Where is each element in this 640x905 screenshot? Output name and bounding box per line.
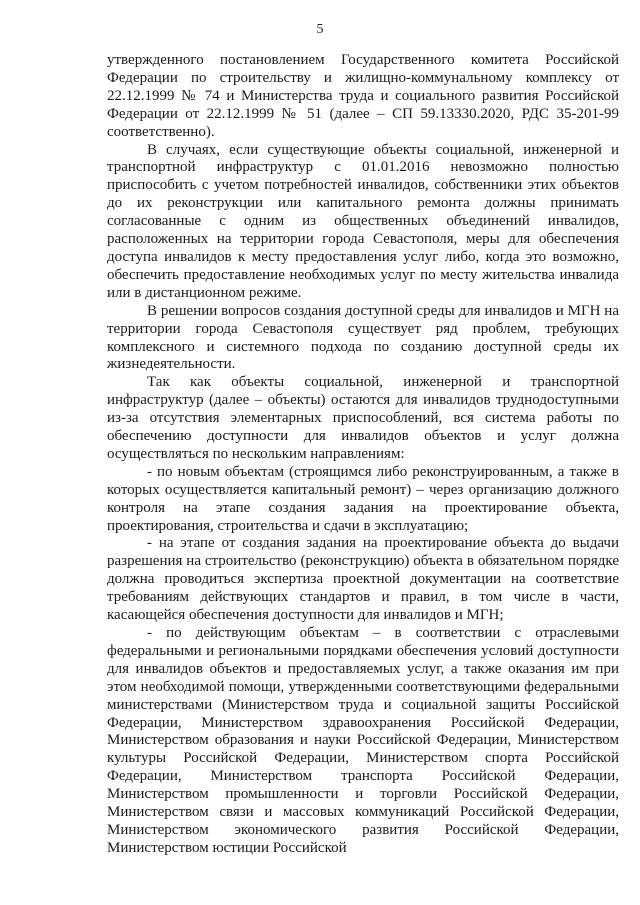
list-item: - по действующим объектам – в соответствии с отраслевыми федеральными и региональными порядками обеспечения условий доступности для инвалидов объектов и предоставляемых услуг, а также оказания им при этом необходимой помощи, утвержденными соответствующими федеральными министерствами (Министерством труда и социальной защиты Российской Федерации, Министерством здравоохранения Российской Федерации, Министерством образования и науки Российской Федерации, Министерством культуры Российской Федерации, Министерством спорта Российской Федерации, Министерством транспорта Российской Федерации, Министерством промышленности и торговли Российской Федерации, Министерством связи и массовых коммуникаций Российской Федерации, Министерством экономического развития Российской Федерации, Министерством юстиции Российской (107, 625, 619, 856)
paragraph-continuation: утвержденного постановлением Государственного комитета Российской Федерации по строительству и жилищно-коммунальному комплексу от 22.12.1999 № 74 и Министерства труда и социального развития Российской Федерации от 22.12.1999 № 51 (далее – СП 59.13330.2020, РДС 35-201-99 соответственно). (107, 52, 619, 140)
paragraph: В случаях, если существующие объекты социальной, инженерной и транспортной инфраструктур с 01.01.2016 невозможно полностью приспособить с учетом потребностей инвалидов, собственники этих объектов до их реконструкции или капитального ремонта должны принимать согласованные с одним из общественных объединений инвалидов, расположенных на территории города Севастополя, меры для обеспечения доступа инвалидов к месту предоставления услуг либо, когда это возможно, обеспечить предоставление необходимых услуг по месту жительства инвалида или в дистанционном режиме. (107, 141, 619, 301)
paragraph: В решении вопросов создания доступной среды для инвалидов и МГН на территории города Севастополя существует ряд проблем, требующих комплексного и системного подхода по созданию доступной среды их жизнедеятельности. (107, 302, 619, 373)
paragraph: Так как объекты социальной, инженерной и транспортной инфраструктур (далее – объекты) остаются для инвалидов труднодоступными из-за отсутствия элементарных приспособлений, вся система работы по обеспечению доступности для инвалидов объектов и услуг должна осуществляться по нескольким направлениям: (107, 374, 619, 462)
list-item: - по новым объектам (строящимся либо реконструированным, а также в которых осуществляется капитальный ремонт) – через организацию должного контроля на этапе создания задания на проектирование объекта, проектирования, строительства и сдачи в эксплуатацию; (107, 463, 619, 534)
page-number: 5 (316, 22, 324, 37)
body-text (107, 52, 619, 858)
list-item: - на этапе от создания задания на проектирование объекта до выдачи разрешения на строительство (реконструкцию) объекта в обязательном порядке должна проводиться экспертиза проектной документации на соответствие требованиям действующих стандартов и правил, в том числе в части, касающейся обеспечения доступности для инвалидов и МГН; (107, 535, 619, 624)
